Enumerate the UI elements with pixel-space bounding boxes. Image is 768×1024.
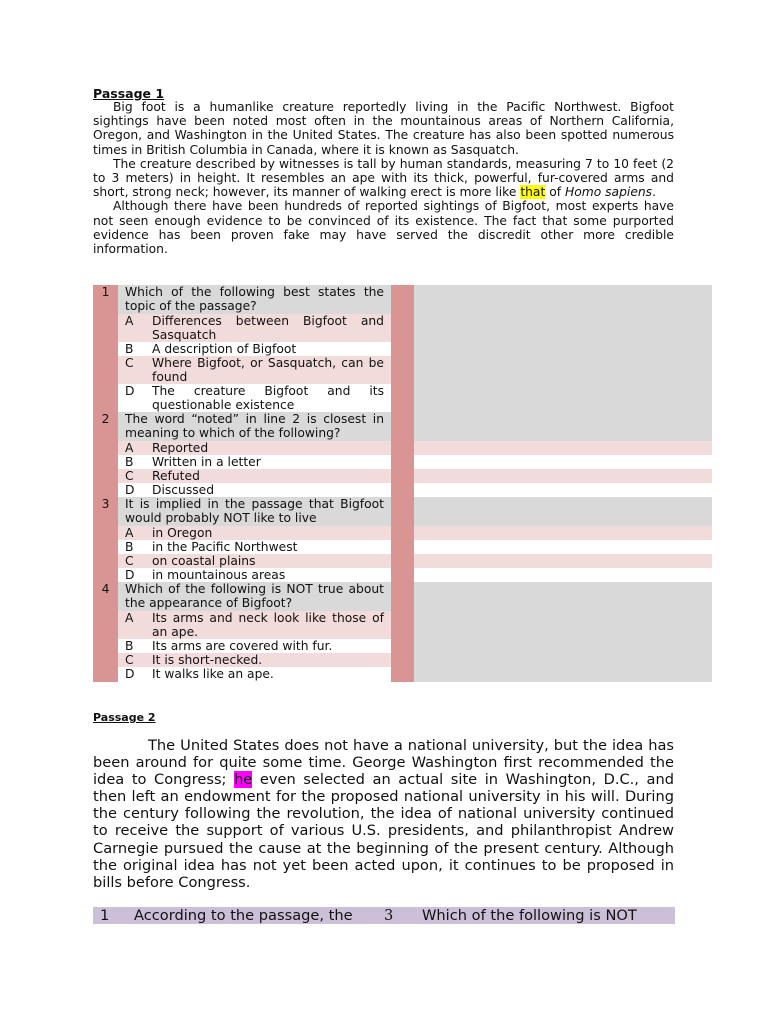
answer-cell [414, 554, 712, 568]
answer-cell [414, 342, 712, 356]
column-divider [391, 285, 414, 314]
answer-cell [414, 441, 712, 455]
option-text: in Oregon [152, 526, 213, 540]
number-column [93, 441, 118, 455]
question-row-4 [93, 582, 712, 611]
question-row-2 [93, 412, 712, 441]
column-divider [391, 356, 414, 384]
answer-cell [414, 653, 712, 667]
passage1-paragraph-2 [93, 157, 674, 200]
column-divider [391, 540, 414, 554]
number-column [93, 342, 118, 356]
option-letter: A [125, 314, 134, 328]
option-text: Discussed [152, 483, 215, 497]
option-text: It is short-necked. [152, 653, 263, 667]
option-letter: D [125, 384, 135, 398]
option-row-1c[interactable] [93, 356, 712, 384]
question-table [93, 285, 712, 682]
answer-cell [414, 455, 712, 469]
question-text: Which of the following is NOT true about the appearance of Bigfoot? [125, 582, 384, 611]
option-text: A description of Bigfoot [152, 342, 297, 356]
option-text: Its arms are covered with fur. [152, 639, 333, 653]
option-text: in the Pacific Northwest [152, 540, 298, 554]
answer-cell [414, 483, 712, 497]
number-column [93, 568, 118, 582]
number-column [93, 483, 118, 497]
passage2-text-rest: even selected an actual site in Washington, D.C., and then left an endowment for the proposed national university in his will. During the century following the revolution, the idea of national university continued to receive the support of various U.S. presidents, and philanthropist Andrew Carnegie pursued the cause at the beginning of the present century. Although the original idea has not yet been acted upon, it continues to be proposed in bills before Congress. [93, 771, 674, 891]
passage2-question-strip [93, 907, 675, 924]
question-number: 1 [100, 907, 110, 924]
question-number: 1 [93, 285, 118, 314]
question-number: 3 [384, 907, 394, 924]
number-column [93, 667, 118, 682]
answer-cell [414, 582, 712, 611]
option-row-3b[interactable] [93, 540, 712, 554]
answer-cell [414, 384, 712, 412]
option-text: Its arms and neck look like those of an ape. [152, 611, 384, 640]
option-letter: D [125, 483, 135, 497]
passage1-para2-of: of [545, 185, 565, 200]
number-column [93, 611, 118, 639]
highlighted-word-he: he [234, 771, 253, 789]
option-row-1d[interactable] [93, 384, 712, 412]
question-number: 4 [93, 582, 118, 611]
answer-cell [414, 469, 712, 483]
question-text: According to the passage, the [134, 907, 353, 924]
question-number: 3 [93, 497, 118, 526]
answer-cell [414, 356, 712, 384]
number-column [93, 639, 118, 653]
option-row-2b[interactable] [93, 455, 712, 469]
number-column [93, 526, 118, 540]
option-text: The creature Bigfoot and its questionable existence [152, 384, 384, 413]
option-text: on coastal plains [152, 554, 256, 568]
option-letter: B [125, 639, 134, 653]
option-letter: A [125, 611, 134, 625]
question-number: 2 [93, 412, 118, 441]
option-text: Differences between Bigfoot and Sasquatch [152, 314, 384, 343]
option-text: Where Bigfoot, or Sasquatch, can be found [152, 356, 384, 385]
option-text: Refuted [152, 469, 200, 483]
column-divider [391, 412, 414, 441]
question-row-1 [93, 285, 712, 314]
option-letter: B [125, 342, 134, 356]
question-text: Which of the following is NOT [422, 907, 637, 924]
option-letter: A [125, 441, 134, 455]
option-text: Written in a letter [152, 455, 261, 469]
passage2-text-start: The United States does not have a national university, but the idea has been around for quite some time. George Washington first recommended the idea to Congress; [93, 737, 674, 789]
option-text: Reported [152, 441, 209, 455]
option-letter: B [125, 540, 134, 554]
column-divider [391, 639, 414, 653]
answer-cell [414, 412, 712, 441]
answer-cell [414, 497, 712, 526]
option-letter: C [125, 356, 134, 370]
species-name: Homo sapiens [564, 185, 653, 200]
question-text: It is implied in the passage that Bigfoot would probably NOT like to live [125, 497, 384, 526]
column-divider [391, 483, 414, 497]
option-letter: D [125, 667, 135, 681]
passage2-body [93, 737, 674, 891]
option-text: in mountainous areas [152, 568, 286, 582]
column-divider [391, 314, 414, 342]
column-divider [391, 568, 414, 582]
number-column [93, 314, 118, 342]
option-row-3a[interactable] [93, 526, 712, 540]
option-row-4c[interactable] [93, 653, 712, 667]
option-letter: D [125, 568, 135, 582]
option-row-2d[interactable] [93, 483, 712, 497]
passage1-body [93, 100, 674, 256]
number-column [93, 554, 118, 568]
number-column [93, 469, 118, 483]
option-row-2a[interactable] [93, 441, 712, 455]
column-divider [391, 342, 414, 356]
answer-cell [414, 568, 712, 582]
answer-cell [414, 540, 712, 554]
answer-cell [414, 526, 712, 540]
option-letter: C [125, 554, 134, 568]
column-divider [391, 611, 414, 639]
number-column [93, 384, 118, 412]
option-letter: B [125, 455, 134, 469]
highlighted-word-that: that [520, 185, 546, 200]
column-divider [391, 667, 414, 682]
answer-cell [414, 639, 712, 653]
column-divider [391, 653, 414, 667]
passage1-para2-end: . [652, 185, 657, 200]
passage1-paragraph-3: Although there have been hundreds of reported sightings of Bigfoot, most experts have not seen enough evidence to be convinced of its existence. The fact that some purported evidence has been proven fake may have served the discredit other more credible information. [93, 199, 674, 257]
answer-cell [414, 667, 712, 682]
option-row-4d[interactable] [93, 667, 712, 682]
column-divider [391, 497, 414, 526]
question-text: The word “noted” in line 2 is closest in meaning to which of the following? [125, 412, 384, 441]
column-divider [391, 455, 414, 469]
option-row-1b[interactable] [93, 342, 712, 356]
answer-cell [414, 611, 712, 639]
option-row-1a[interactable] [93, 314, 712, 342]
passage1-title: Passage 1 [93, 86, 165, 101]
option-letter: C [125, 469, 134, 483]
question-text: Which of the following best states the topic of the passage? [125, 285, 384, 314]
passage1-paragraph-1: Big foot is a humanlike creature reportedly living in the Pacific Northwest. Bigfoot sightings have been noted most often in the mountainous areas of Northern California, Oregon, and Washington in the United States. The creature has also been spotted numerous times in British Columbia in Canada, where it is known as Sasquatch. [93, 100, 674, 157]
number-column [93, 540, 118, 554]
column-divider [391, 469, 414, 483]
answer-cell [414, 285, 712, 314]
number-column [93, 356, 118, 384]
column-divider [391, 384, 414, 412]
option-letter: A [125, 526, 134, 540]
option-row-2c[interactable] [93, 469, 712, 483]
passage2-title: Passage 2 [93, 711, 156, 724]
passage1-para2-text: The creature described by witnesses is tall by human standards, measuring 7 to 10 feet (2 to 3 meters) in height. It resembles an ape with its thick, powerful, fur-covered arms and short, strong neck; however, its manner of walking erect is more like [93, 156, 674, 200]
option-text: It walks like an ape. [152, 667, 274, 681]
number-column [93, 455, 118, 469]
option-letter: C [125, 653, 134, 667]
column-divider [391, 526, 414, 540]
answer-cell [414, 314, 712, 342]
option-row-4b[interactable] [93, 639, 712, 653]
column-divider [391, 554, 414, 568]
option-row-3c[interactable] [93, 554, 712, 568]
option-row-4a[interactable] [93, 611, 712, 639]
column-divider [391, 582, 414, 611]
number-column [93, 653, 118, 667]
question-row-3 [93, 497, 712, 526]
option-row-3d[interactable] [93, 568, 712, 582]
column-divider [391, 441, 414, 455]
